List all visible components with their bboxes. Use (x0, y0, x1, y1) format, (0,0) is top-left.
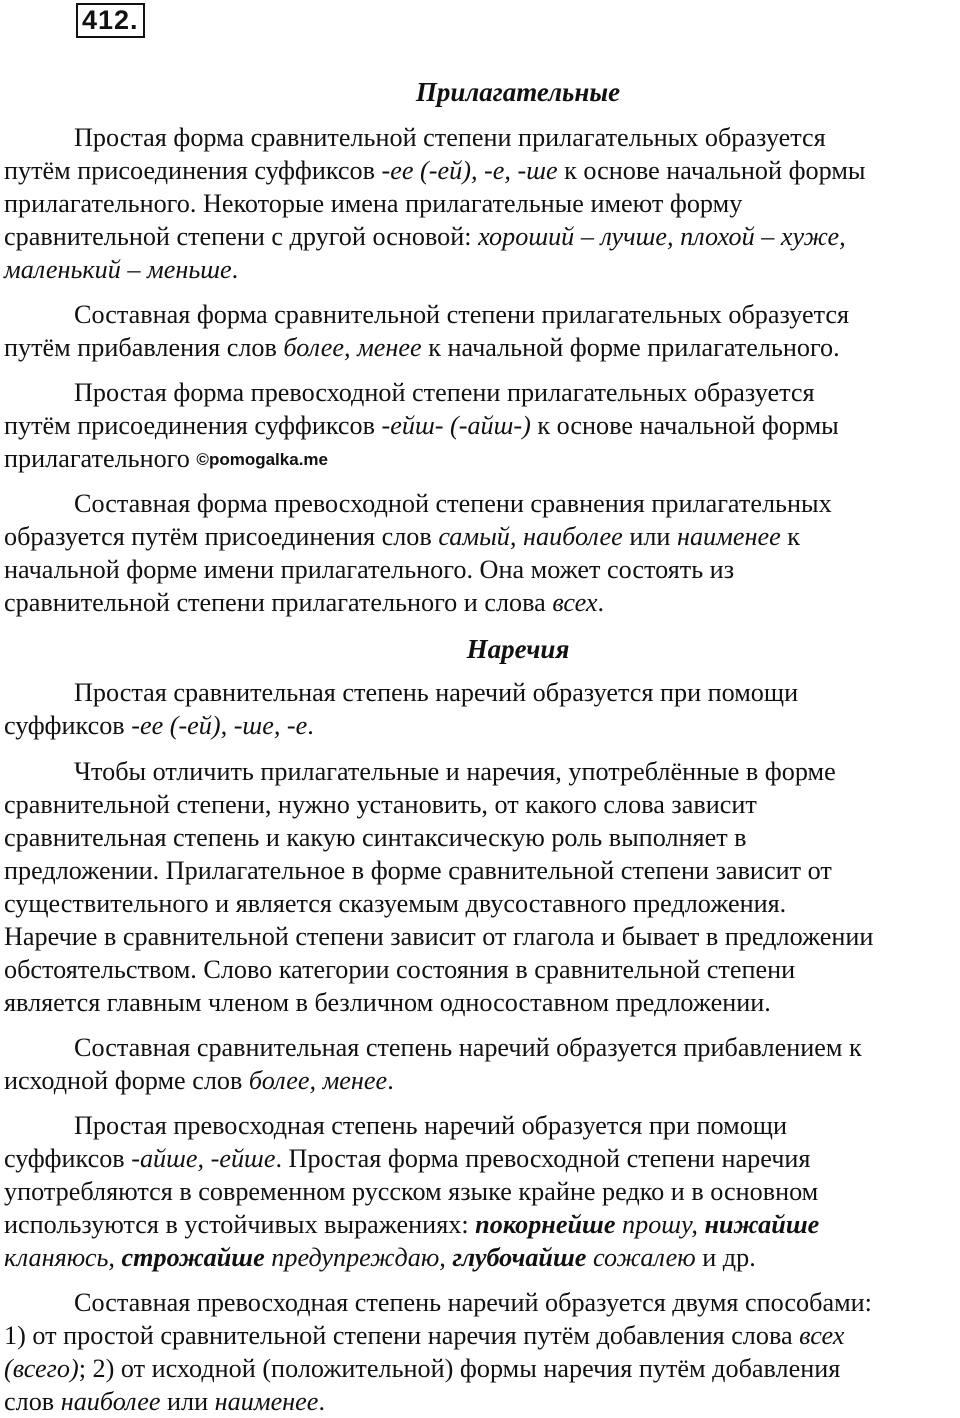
text-line: сравнительной степени, нужно установить, от какого слова зависит (4, 790, 757, 819)
text-line: является главным членом в безличном односоставном предложении. (4, 988, 771, 1017)
text-line: суффиксов -ее (-ей), -ше, -е. (4, 711, 314, 740)
paragraph-adj-compound-comparative (4, 298, 960, 364)
watermark: ©pomogalka.me (196, 450, 328, 469)
text-line: Простая форма превосходной степени прилагательных образуется (74, 378, 815, 407)
text-line: Составная форма сравнительной степени прилагательных образуется (74, 300, 850, 329)
text-line: суффиксов -айше, -ейше. Простая форма превосходной степени наречия (4, 1144, 811, 1173)
text-line: Наречие в сравнительной степени зависит от глагола и бывает в предложении (4, 922, 874, 951)
text-line: исходной форме слов более, менее. (4, 1066, 394, 1095)
text-line: путём присоединения суффиксов -ейш- (-айш-) к основе начальной формы (4, 411, 839, 440)
paragraph-adv-simple-comparative (4, 676, 960, 742)
text-line: прилагательного. Некоторые имена прилагательные имеют форму (4, 189, 743, 218)
text-line: начальной форме имени прилагательного. Она может состоять из (4, 555, 735, 584)
text-line: кланяюсь, строжайше предупреждаю, глубочайше сожалею и др. (4, 1243, 756, 1272)
paragraph-adj-vs-adv (4, 755, 960, 1019)
text-line: Простая сравнительная степень наречий образуется при помощи (74, 678, 799, 707)
text-line: употребляются в современном русском языке крайне редко и в основном (4, 1177, 819, 1206)
text-line: Простая форма сравнительной степени прилагательных образуется (74, 123, 826, 152)
text-line: маленький – меньше. (4, 255, 239, 284)
text-line: путём прибавления слов более, менее к начальной форме прилагательного. (4, 333, 840, 362)
text-line: 1) от простой сравнительной степени наречия путём добавления слова всех (4, 1321, 845, 1350)
text-line: (всего); 2) от исходной (положительной) формы наречия путём добавления (4, 1354, 841, 1383)
text-line: предложении. Прилагательное в форме сравнительной степени зависит от (4, 856, 832, 885)
text-line: Составная превосходная степень наречий образуется двумя способами: (74, 1288, 872, 1317)
text-line: путём присоединения суффиксов -ее (-ей), -е, -ше к основе начальной формы (4, 156, 866, 185)
text-line: обстоятельством. Слово категории состояния в сравнительной степени (4, 955, 796, 984)
heading-adjectives: Прилагательные (415, 77, 621, 107)
text-line: Чтобы отличить прилагательные и наречия, употреблённые в форме (74, 757, 836, 786)
text-line: сравнительной степени с другой основой: хороший – лучше, плохой – хуже, (4, 222, 846, 251)
text-line: Простая превосходная степень наречий образуется при помощи (74, 1111, 787, 1140)
heading-adverbs: Наречия (466, 634, 570, 664)
text-line: слов наиболее или наименее. (4, 1387, 325, 1416)
text-line: сравнительная степень и какую синтаксическую роль выполняет в (4, 823, 747, 852)
text-line: Составная сравнительная степень наречий образуется прибавлением к (74, 1033, 862, 1062)
text-line: сравнительной степени прилагательного и слова всех. (4, 588, 605, 617)
paragraph-adv-simple-superlative (4, 1109, 960, 1274)
text-line: существительного и является сказуемым двусоставного предложения. (4, 889, 787, 918)
text-line: прилагательного ©pomogalka.me (4, 444, 328, 473)
paragraph-adj-simple-superlative (4, 376, 960, 475)
paragraph-adv-compound-superlative (4, 1286, 960, 1418)
paragraph-adv-compound-comparative (4, 1031, 960, 1097)
text-line: используются в устойчивых выражениях: покорнейше прошу, нижайше (4, 1210, 820, 1239)
text-line: Составная форма превосходной степени сравнения прилагательных (74, 489, 832, 518)
paragraph-adj-simple-comparative (4, 121, 960, 286)
text-line: образуется путём присоединения слов самый, наиболее или наименее к (4, 522, 801, 551)
task-number: 412. (76, 3, 145, 38)
paragraph-adj-compound-superlative (4, 487, 960, 619)
